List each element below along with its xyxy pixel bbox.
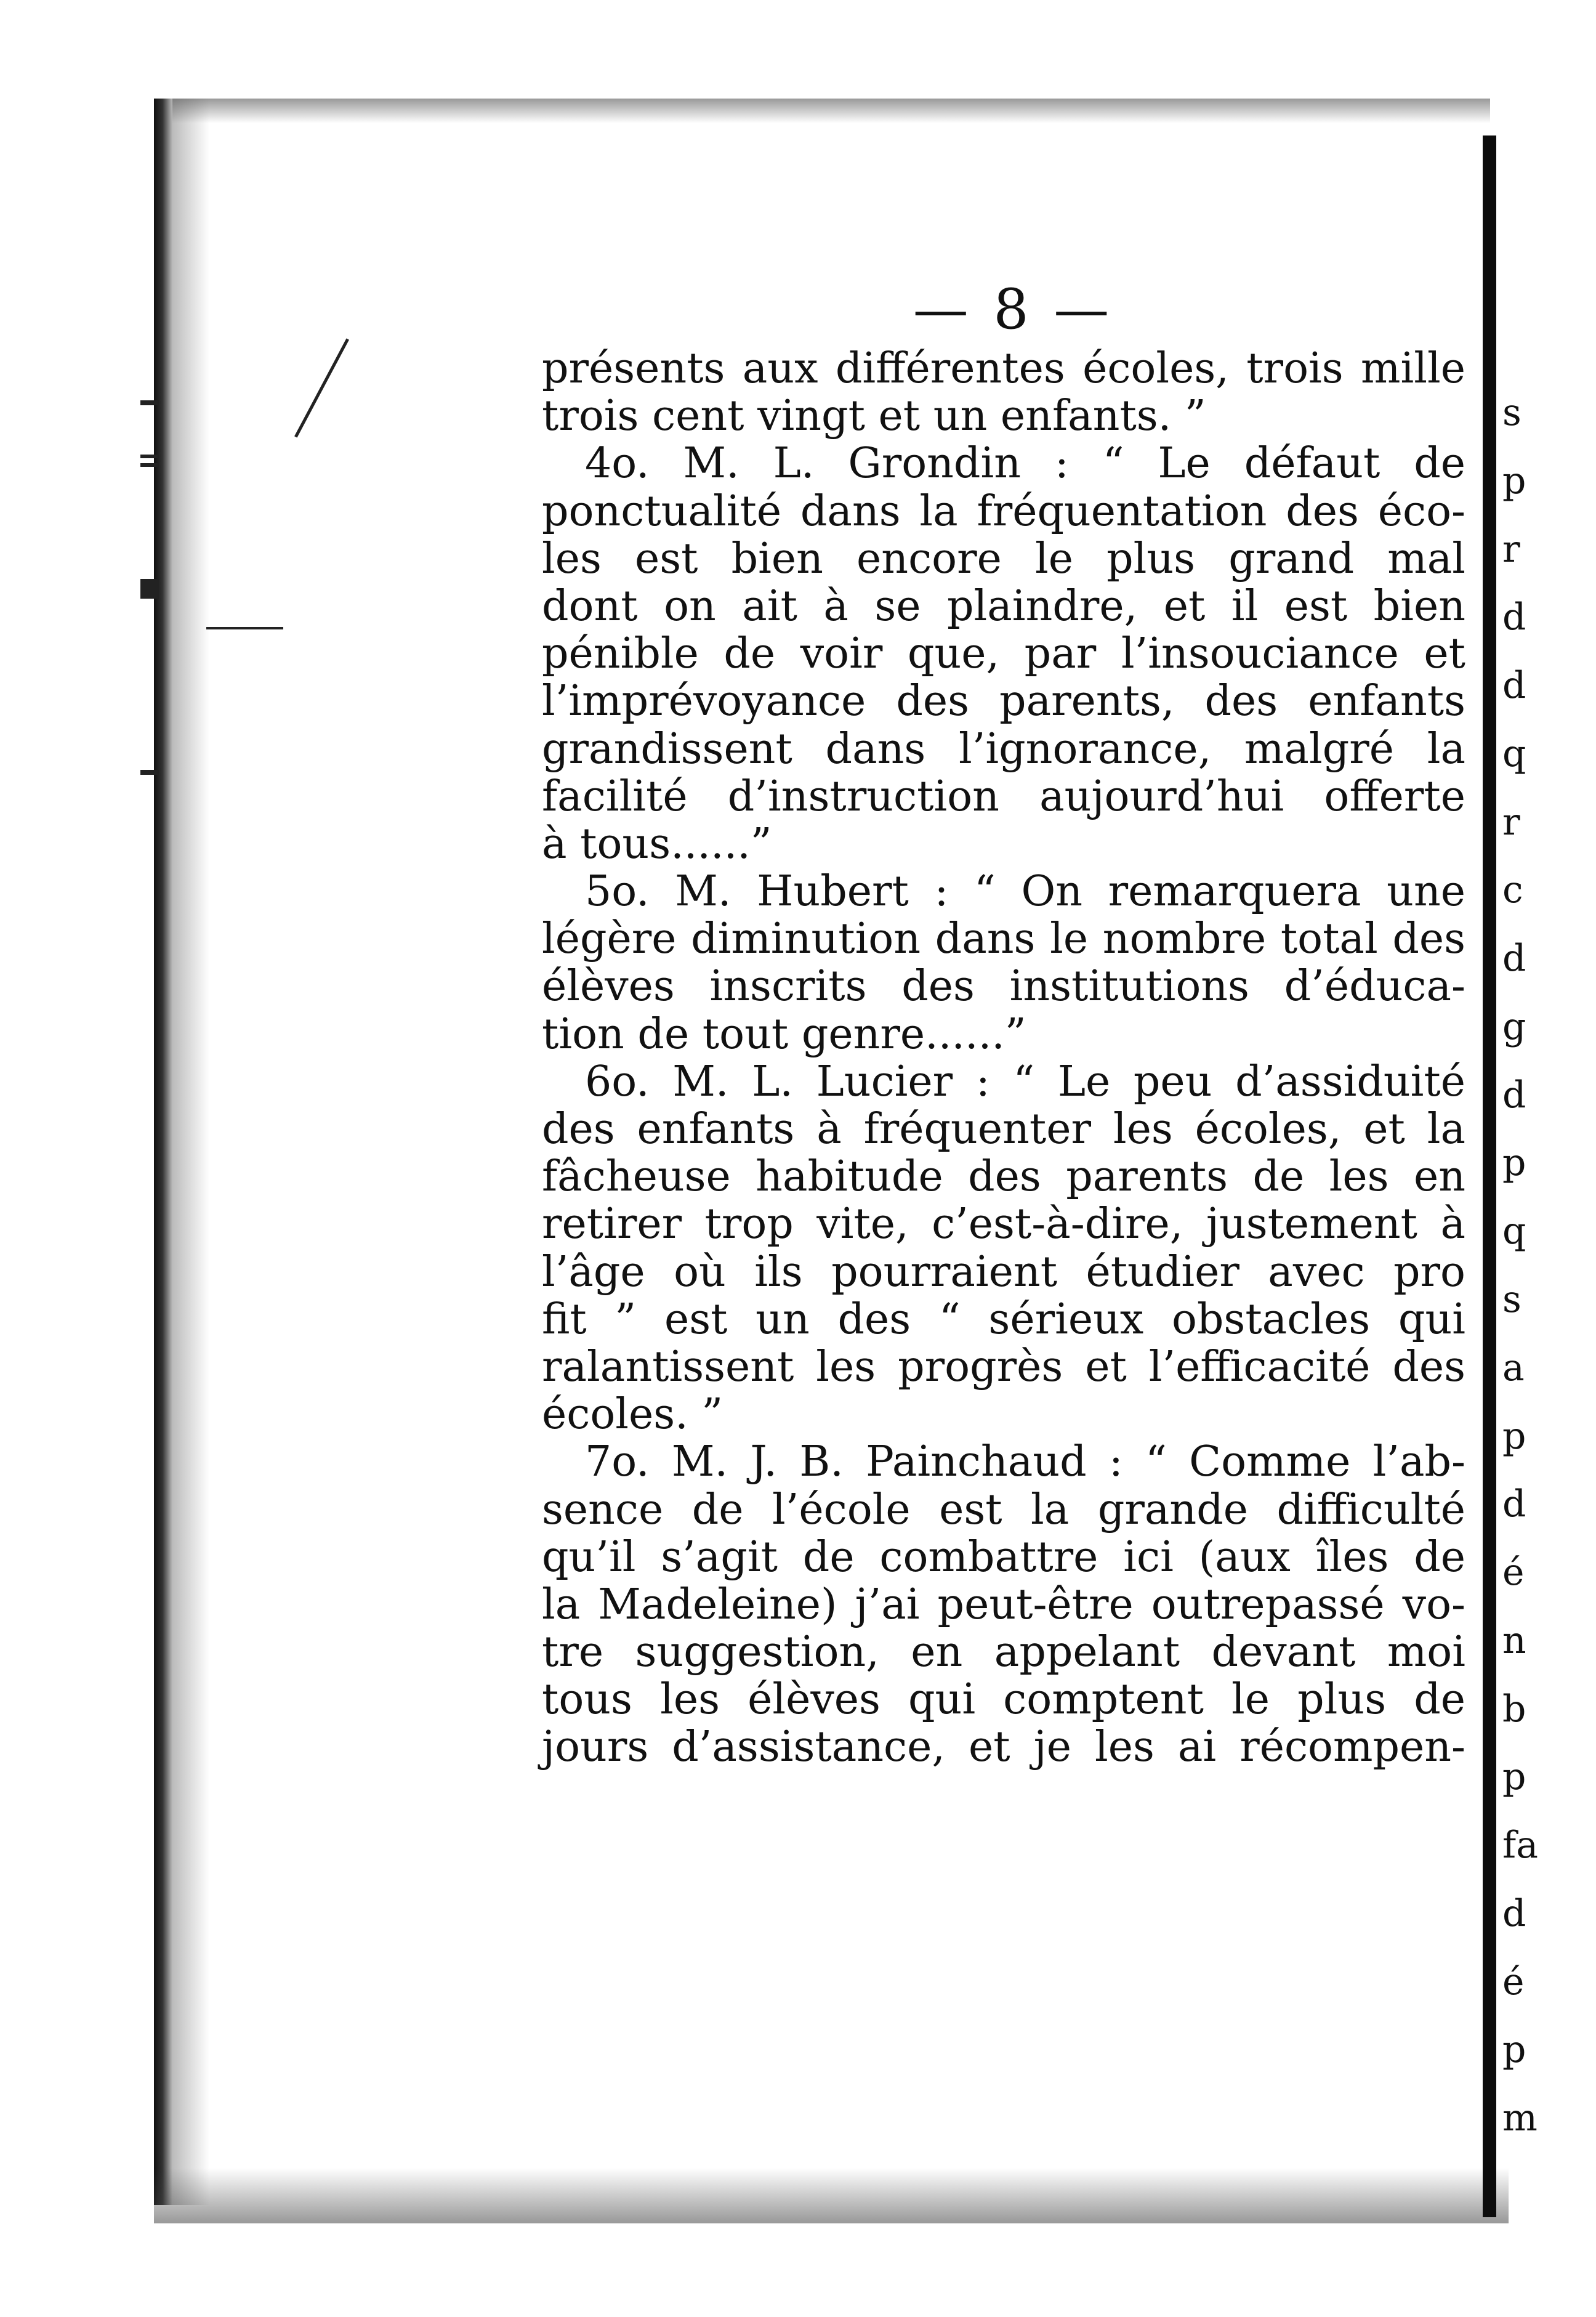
next-page-fragment: p [1502, 2028, 1526, 2071]
text-line: 4o. M. L. Grondin : “ Le défaut de [585, 439, 1465, 488]
scan-top-edge [172, 99, 1490, 123]
text-line: présents aux différentes écoles, trois mille [542, 344, 1465, 393]
page-number: — 8 — [913, 277, 1113, 342]
text-line: dont on ait à se plaindre, et il est bien [542, 581, 1465, 631]
next-page-fragment: é [1502, 1960, 1525, 2004]
next-page-fragment: s [1502, 391, 1521, 434]
text-line: ponctualité dans la fréquentation des éco- [542, 487, 1465, 536]
next-page-fragment: d [1502, 1892, 1526, 1935]
text-line: ralantissent les progrès et l’efficacité des [542, 1342, 1465, 1391]
margin-mark [206, 627, 283, 629]
text-line: les est bien encore le plus grand mal [542, 534, 1465, 583]
next-page-fragment: p [1502, 1755, 1526, 1798]
text-line: tous les élèves qui comptent le plus de [542, 1675, 1465, 1725]
next-page-fragment: a [1502, 1346, 1525, 1389]
page-gutter-line [1483, 135, 1496, 2217]
next-page-fragment: r [1502, 801, 1520, 844]
next-page-fragment: m [1502, 2097, 1538, 2140]
text-line: la Madeleine) j’ai peut-être outrepassé vo- [542, 1580, 1465, 1629]
margin-mark [140, 455, 159, 458]
margin-mark [140, 770, 159, 775]
next-page-fragment: b [1502, 1688, 1526, 1731]
next-page-fragment: d [1502, 937, 1526, 980]
next-page-fragment: d [1502, 664, 1526, 707]
text-line: fit ” est un des “ sérieux obstacles qui [542, 1295, 1465, 1344]
margin-mark [140, 579, 159, 599]
text-line: l’âge où ils pourraient étudier avec pro [542, 1247, 1465, 1296]
text-line: jours d’assistance, et je les ai récompen- [542, 1723, 1465, 1772]
next-page-fragment: p [1502, 1415, 1526, 1458]
next-page-fragment: g [1502, 1005, 1526, 1048]
margin-mark [294, 338, 349, 437]
text-line: retirer trop vite, c’est-à-dire, justement à [542, 1200, 1465, 1249]
text-line: sence de l’école est la grande difficulté [542, 1485, 1465, 1534]
text-line: facilité d’instruction aujourd’hui offerte [542, 772, 1465, 821]
text-line: 6o. M. L. Lucier : “ Le peu d’assiduité [585, 1057, 1465, 1106]
next-page-fragment: n [1502, 1619, 1526, 1662]
text-line: écoles. ” [542, 1390, 723, 1439]
text-line: légère diminution dans le nombre total des [542, 915, 1465, 964]
text-line: qu’il s’agit de combattre ici (aux îles de [542, 1532, 1465, 1582]
text-line: l’imprévoyance des parents, des enfants [542, 677, 1465, 726]
text-line: pénible de voir que, par l’insouciance et [542, 629, 1465, 679]
body-text [542, 345, 1465, 1771]
text-line: tion de tout genre......” [542, 1009, 1026, 1059]
next-page-fragment: r [1502, 528, 1520, 571]
next-page-fragment: p [1502, 459, 1526, 503]
text-line: grandissent dans l’ignorance, malgré la [542, 724, 1465, 774]
text-line: des enfants à fréquenter les écoles, et la [542, 1105, 1465, 1154]
next-page-fragment: q [1502, 732, 1526, 775]
next-page-fragment: é [1502, 1551, 1525, 1594]
next-page-fragment: d [1502, 596, 1526, 639]
margin-mark [140, 463, 159, 467]
next-page-fragment: fa [1502, 1824, 1538, 1867]
text-line: tre suggestion, en appelant devant moi [542, 1628, 1465, 1677]
next-page-fragment: p [1502, 1141, 1526, 1184]
scan-bottom-edge [154, 2168, 1509, 2223]
next-page-fragment: d [1502, 1482, 1526, 1526]
next-page-fragment: d [1502, 1074, 1526, 1117]
next-page-fragment: c [1502, 868, 1523, 912]
text-line: fâcheuse habitude des parents de les en [542, 1152, 1465, 1202]
margin-mark [140, 400, 159, 405]
scan-left-edge [154, 99, 209, 2205]
text-line: trois cent vingt et un enfants. ” [542, 392, 1206, 441]
text-line: 7o. M. J. B. Painchaud : “ Comme l’ab- [585, 1438, 1465, 1487]
next-page-fragment: q [1502, 1210, 1526, 1253]
text-line: à tous......” [542, 819, 772, 868]
next-page-fragment: s [1502, 1278, 1521, 1321]
text-line: 5o. M. Hubert : “ On remarquera une [585, 867, 1465, 916]
text-line: élèves inscrits des institutions d’éduca- [542, 962, 1465, 1011]
